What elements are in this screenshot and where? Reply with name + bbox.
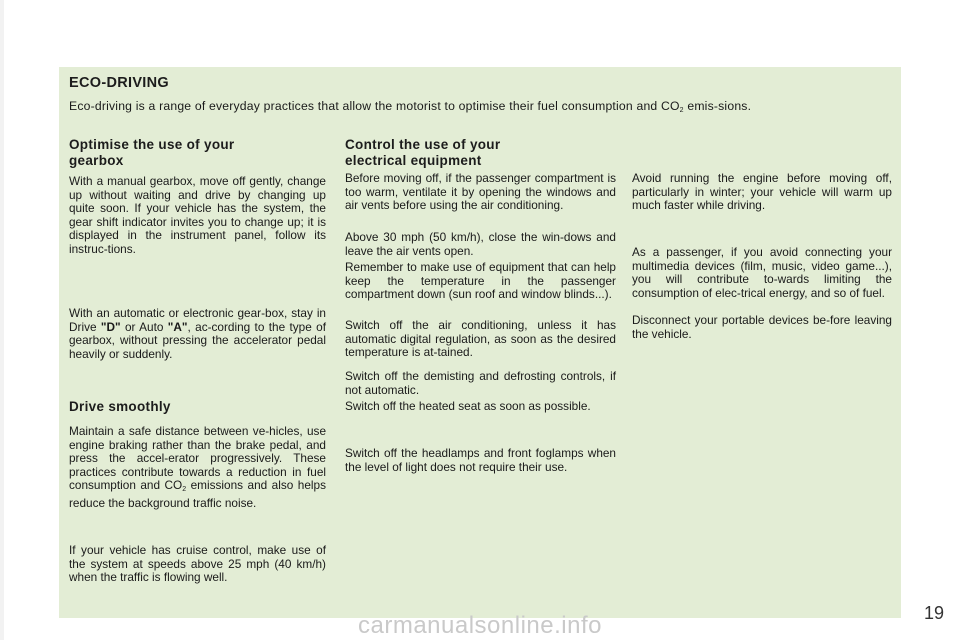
electrical-heading xyxy=(345,137,616,169)
cruise-control-text: If your vehicle has cruise control, make use of the system at speeds above 25 mph (40 km/h) when the traffic is flowing well. xyxy=(69,543,326,584)
page-number: 19 xyxy=(923,603,944,623)
electrical-text-headlamps: Switch off the headlamps and front foglamps when the level of light does not require their use. xyxy=(345,446,616,474)
co2-subscript: 2 xyxy=(182,486,187,493)
electrical-heading-line2: electrical equipment xyxy=(345,153,482,168)
auto-mode-a: "A" xyxy=(167,319,188,334)
page-edge xyxy=(0,0,4,640)
electrical-heading-line1: Control the use of your xyxy=(345,137,501,152)
gearbox-heading-line1: Optimise the use of your xyxy=(69,137,235,152)
auto-text-3: , ac-cording to the type of gearbox, without pressing the accelerator pedal heavily or suddenly. xyxy=(69,319,326,361)
electrical-text-air-conditioning: Switch off the air conditioning, unless it has automatic digital regulation, as soon as the desired temperature is at-tained. xyxy=(345,318,616,359)
drive-smoothly-heading: Drive smoothly xyxy=(69,399,171,414)
electrical-text-demisting: Switch off the demisting and defrosting controls, if not automatic. xyxy=(345,369,616,397)
eco-driving-panel xyxy=(59,67,901,618)
electrical-text-equipment: Remember to make use of equipment that can help keep the temperature in the passenger compartment down (sun roof and window blinds...). xyxy=(345,260,616,301)
electrical-text-ventilate: Before moving off, if the passenger compartment is too warm, ventilate it by opening the windows and air vents before using the air conditioning. xyxy=(345,171,616,212)
auto-text-1: With an automatic or electronic gear-box, stay in Drive xyxy=(69,306,326,334)
portable-devices-text: Disconnect your portable devices be-fore leaving the vehicle. xyxy=(632,313,892,341)
automatic-gearbox-text xyxy=(69,307,326,361)
gearbox-heading-line2: gearbox xyxy=(69,153,124,168)
drive-text: Maintain a safe distance between ve-hicles, use engine braking rather than the brake pedal, and press the accel-erator progressively. These practices contribute towards a reduction in fuel consumption and CO xyxy=(69,424,326,492)
gearbox-heading xyxy=(69,137,326,169)
drive-text-end: emissions and also helps reduce the background traffic noise. xyxy=(69,478,326,510)
co2-subscript: 2 xyxy=(679,107,684,114)
intro-text-end: emis-sions. xyxy=(683,99,752,113)
section-title: ECO-DRIVING xyxy=(69,75,169,91)
electrical-text-heated-seat: Switch off the heated seat as soon as possible. xyxy=(345,399,591,413)
drive-mode-d: "D" xyxy=(100,319,121,334)
watermark: carmanualsonline.info xyxy=(358,612,602,639)
engine-warmup-text: Avoid running the engine before moving off, particularly in winter; your vehicle will warm up much faster while driving. xyxy=(632,171,892,212)
electrical-text-windows: Above 30 mph (50 km/h), close the win-dows and leave the air vents open. xyxy=(345,230,616,258)
auto-text-2: or Auto xyxy=(120,319,168,334)
multimedia-devices-text: As a passenger, if you avoid connecting your multimedia devices (film, music, video game...), you will contribute to-wards limiting the consumption of elec-trical energy, and so of fuel. xyxy=(632,245,892,300)
drive-smoothly-text xyxy=(69,425,326,510)
intro-text: Eco-driving is a range of everyday practices that allow the motorist to optimise their fuel consumption and CO xyxy=(69,99,680,113)
manual-gearbox-text: With a manual gearbox, move off gently, change up without waiting and drive by changing up quite soon. If your vehicle has the system, the gear shift indicator invites you to change up; it is displayed in the instrument panel, follow its instruc-tions. xyxy=(69,174,326,256)
intro-paragraph xyxy=(69,99,895,118)
